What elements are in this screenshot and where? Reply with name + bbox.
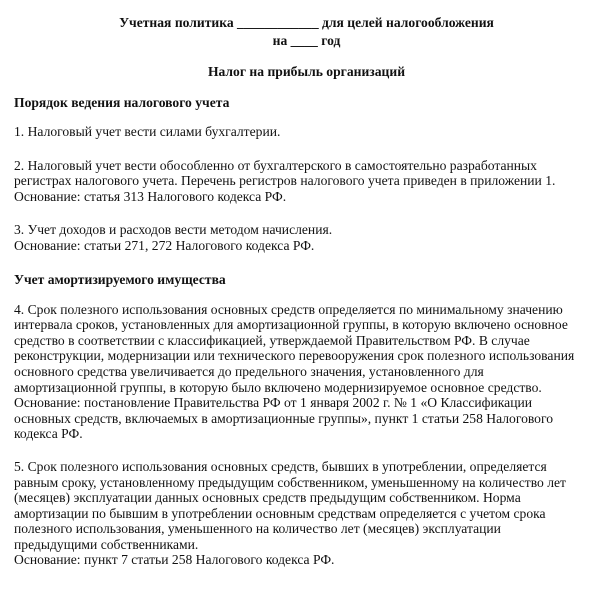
paragraph-4 — [14, 302, 604, 442]
paragraph-line: Основание: пункт 7 статьи 258 Налогового кодекса РФ. — [14, 552, 335, 568]
paragraph-line: Основание: статьи 271, 272 Налогового кодекса РФ. — [14, 237, 315, 253]
section-heading-depreciable-property: Учет амортизируемого имущества — [14, 271, 226, 287]
paragraph-line: основного средства увеличивается до предельного значения, установленного для — [14, 363, 484, 379]
paragraph-line: амортизационной группы, в которую было включено модернизируемое основное средство. — [14, 379, 542, 395]
paragraph-line: амортизации по бывшим в употреблении основным средствам определяется с учетом срока — [14, 505, 546, 521]
paragraph-line: предыдущими собственниками. — [14, 536, 199, 552]
document-header — [14, 14, 599, 50]
paragraph-line: полезного использования, уменьшенного на количество лет (месяцев) эксплуатации — [14, 521, 501, 537]
paragraph-line: Основание: статья 313 Налогового кодекса РФ. — [14, 188, 287, 204]
paragraph-line: Основание: постановление Правительства РФ от 1 января 2002 г. № 1 «О Классификации — [14, 395, 533, 411]
paragraph-line: 3. Учет доходов и расходов вести методом начисления. — [14, 222, 333, 238]
paragraph-5 — [14, 459, 604, 568]
paragraph-line: (месяцев) эксплуатации данных основных средств предыдущим собственником. Норма — [14, 490, 521, 506]
paragraph-2 — [14, 158, 604, 205]
paragraph-1 — [14, 124, 604, 140]
paragraph-3 — [14, 222, 604, 253]
document-subtitle: Налог на прибыль организаций — [207, 64, 406, 79]
header-year-line: на ____ год — [272, 33, 341, 48]
paragraph-line: реконструкции, модернизации или технического перевооружения срок полезного использования — [14, 348, 575, 364]
paragraph-line: средство в соответствии с классификацией, утверждаемой Правительством РФ. В случае — [14, 332, 530, 348]
paragraph-line: 4. Срок полезного использования основных средств определяется по минимальному значению — [14, 301, 563, 317]
paragraph-line: регистрах налогового учета. Перечень регистров налогового учета приведен в приложении 1. — [14, 173, 556, 189]
header-title-line: Учетная политика ____________ для целей налогообложения — [119, 15, 494, 30]
section-heading-tax-accounting: Порядок ведения налогового учета — [14, 95, 230, 110]
paragraph-line: интервала сроков, установленных для амортизационной группы, в которую включено основное — [14, 317, 568, 333]
paragraph-line: 2. Налоговый учет вести обособленно от бухгалтерского в самостоятельно разработанных — [14, 157, 537, 173]
paragraph-line: кодекса РФ. — [14, 426, 83, 442]
paragraph-line: равным сроку, установленному предыдущим собственником, уменьшенному на количество лет — [14, 474, 566, 490]
paragraph-line: основных средств, включаемых в амортизационные группы», пункт 1 статьи 258 Налогового — [14, 410, 554, 426]
paragraph-line: 5. Срок полезного использования основных средств, бывших в употреблении, определяется — [14, 458, 547, 474]
paragraph-line: 1. Налоговый учет вести силами бухгалтерии. — [14, 124, 281, 139]
